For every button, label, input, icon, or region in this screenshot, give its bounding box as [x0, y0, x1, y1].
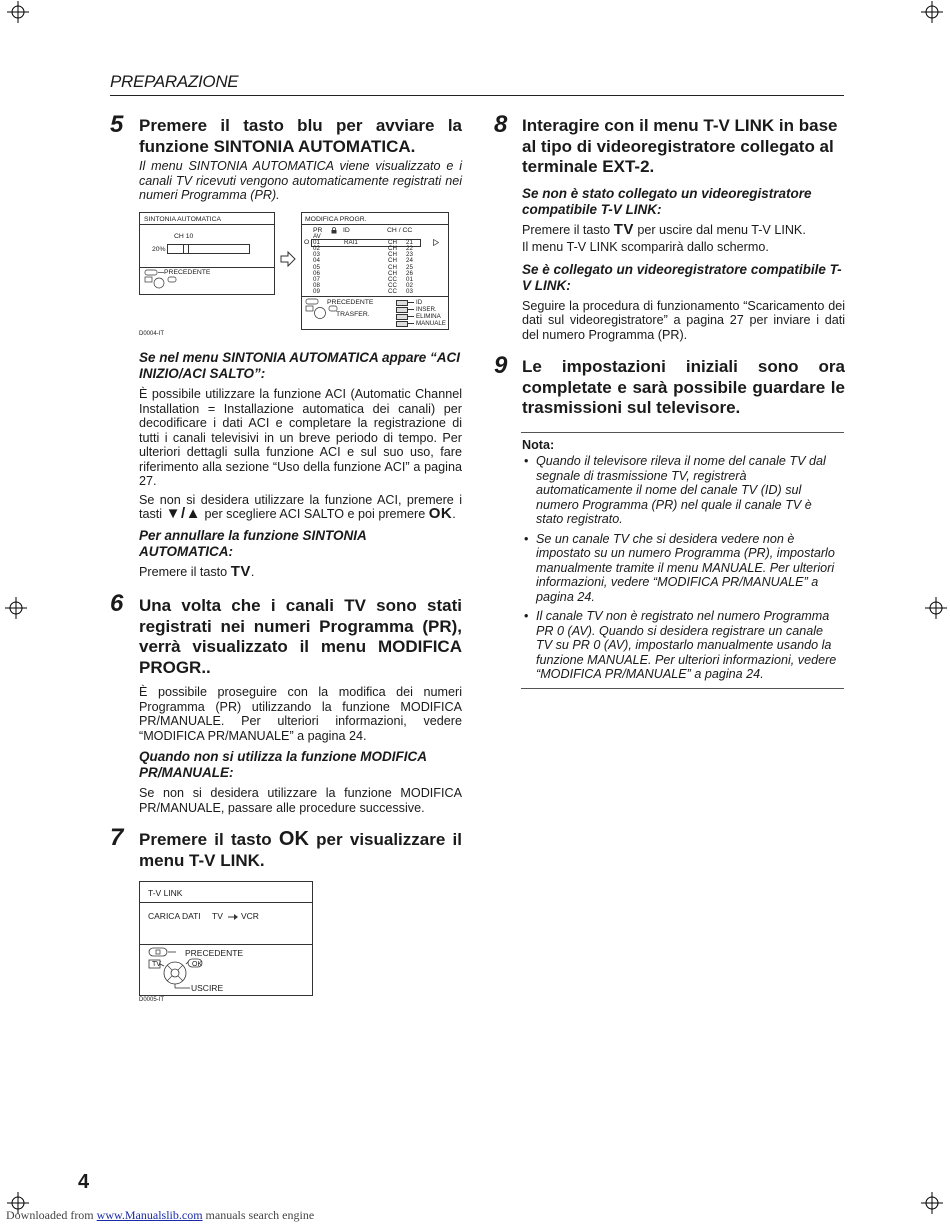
program-cell-ch: CH [388, 239, 397, 247]
crop-mark-icon [921, 1, 943, 23]
program-cell-n: 25 [406, 263, 413, 271]
program-cell-ch: CC [388, 281, 397, 289]
paragraph: È possibile proseguire con la modifica dei numeri Programma (PR) utilizzando la funzione MODIFICA PR/MANUALE. Per ulteriori informazioni, vedere “MODIFICA PR/MANUALE” a pagina 24. [139, 685, 462, 743]
step-number: 5 [110, 111, 124, 138]
screen-title: MODIFICA PROGR. [305, 216, 367, 223]
note-title: Nota: [522, 438, 555, 452]
note-item: • Se un canale TV che si desidera vedere non è impostato su un numero Programma (PR), impostarlo manualmente tramite il menu MANUALE. Per ulteriori informazioni, vedere “MODIFICA PR/MANUALE” a pagina 24. [536, 532, 840, 605]
figure-code: D0005-IT [139, 997, 165, 1003]
transfer-label: TRASFER. [336, 311, 370, 318]
subheading: Quando non si utilizza la funzione MODIFICA PR/MANUALE: [139, 749, 427, 780]
program-edit-screen [301, 212, 449, 330]
step-number: 6 [110, 590, 124, 617]
program-cell-n: 26 [406, 269, 413, 277]
divider [140, 224, 274, 225]
auto-tuning-screen [139, 212, 275, 295]
paragraph: Se non si desidera utilizzare la funzione ACI, premere i tasti ▼/▲ per scegliere ACI SALTO e poi premere OK. [139, 492, 462, 522]
section-header: PREPARAZIONE [110, 72, 239, 91]
subheading: Se è collegato un videoregistratore compatibile T-V LINK: [522, 261, 842, 293]
program-cell-ch: CH [388, 263, 397, 271]
tv-key: TV [613, 220, 634, 238]
step-number: 9 [494, 352, 508, 379]
program-cell-pr: 04 [313, 257, 320, 265]
program-cell-pr: 03 [313, 251, 320, 259]
ok-key: OK [278, 828, 309, 850]
color-key-swatch [396, 307, 408, 313]
channel-label: CH 10 [174, 233, 194, 240]
step-9 [522, 357, 845, 419]
program-cell-n: 22 [406, 245, 413, 253]
progress-percent: 20% [152, 246, 166, 253]
tv-link-screen [139, 881, 313, 996]
paragraph: Premere il tasto TV per uscire dal menu T-V LINK. [522, 220, 806, 238]
page-number: 4 [78, 1171, 90, 1193]
screen-title: T-V LINK [148, 888, 183, 898]
note-top-rule [521, 432, 844, 433]
subheading: Se non è stato collegato un videoregistratore compatibile T-V LINK: [522, 185, 812, 217]
crop-mark-icon [925, 597, 947, 619]
exit-label: USCIRE [191, 983, 224, 993]
subheading: Se nel menu SINTONIA AUTOMATICA appare “ACI INIZIO/ACI SALTO”: [139, 350, 461, 381]
note-bottom-rule [521, 688, 844, 689]
leader-line [407, 302, 414, 303]
previous-label: PRECEDENTE [185, 948, 244, 958]
color-key-swatch [396, 314, 408, 320]
program-cell-pr: 06 [313, 269, 320, 277]
program-cell-n: 01 [406, 275, 413, 283]
program-cell-n: 21 [406, 239, 413, 247]
program-cell-pr: 09 [313, 287, 320, 295]
progress-bar [167, 244, 250, 254]
play-arrow-icon [433, 239, 439, 246]
previous-label: PRECEDENTE [327, 299, 374, 306]
program-cell-pr: 05 [313, 263, 320, 271]
program-cell-pr: 08 [313, 281, 320, 289]
leader-line [407, 309, 414, 310]
crop-mark-icon [5, 597, 27, 619]
program-cell-pr: 01 [313, 239, 320, 247]
note-list [522, 454, 840, 682]
divider [302, 296, 448, 297]
program-cell-ch: CC [388, 275, 397, 283]
program-cell-pr: 07 [313, 275, 320, 283]
progress-marker [183, 245, 189, 253]
divider [140, 944, 312, 945]
crop-mark-icon [7, 1, 29, 23]
step-body: Il menu SINTONIA AUTOMATICA viene visualizzato e i canali TV ricevuti vengono automaticamente registrati nei numeri Programma (PR). [139, 159, 462, 202]
legend-label: INSER. [416, 306, 437, 313]
figure-code: D0004-IT [139, 331, 165, 337]
step-number: 8 [494, 111, 508, 138]
header-rule [110, 95, 844, 96]
arrow-right-icon [227, 913, 239, 921]
note-item: • Il canale TV non è registrato nel numero Programma PR 0 (AV). Quando si desidera registrare un canale TV su PR 0 (AV), impostarlo manualmente usando la funzione MANUALE. Per ulteriori informazioni, vedere “MODIFICA PR/MANUALE” a pagina 24. [536, 609, 840, 682]
program-cell-n: 24 [406, 257, 413, 265]
step-heading: Una volta che i canali TV sono stati registrati nei numeri Programma (PR), verrà visualizzato il menu MODIFICA PROGR.. [139, 596, 462, 677]
program-cell-n: 23 [406, 251, 413, 259]
vcr-label: VCR [241, 911, 259, 921]
step-number: 7 [110, 824, 124, 851]
ok-key: OK [428, 505, 453, 522]
program-cell-ch: CH [388, 245, 397, 253]
program-cell-n: 03 [406, 287, 413, 295]
ok-button: OK [192, 961, 203, 968]
footer: Downloaded from www.Manualslib.com manuals search engine [6, 1208, 315, 1222]
crop-mark-icon [921, 1192, 943, 1214]
tv-label: TV [212, 911, 223, 921]
step-7 [139, 829, 462, 871]
column-header: ID [343, 227, 350, 234]
paragraph: Se non si desidera utilizzare la funzione MODIFICA PR/MANUALE, passare alle procedure successive. [139, 786, 462, 815]
program-cell-pr: 02 [313, 245, 320, 253]
arrow-right-icon [280, 251, 296, 267]
color-key-swatch [396, 300, 408, 306]
step-8 [522, 116, 845, 346]
legend-label: MANUALE [416, 320, 446, 327]
column-header: PR [313, 227, 323, 234]
program-cell-ch: CH [388, 251, 397, 259]
step-heading: Premere il tasto OK per visualizzare il menu T-V LINK. [139, 828, 463, 870]
lock-icon [331, 227, 337, 234]
color-key-swatch [396, 321, 408, 327]
column-header: CH / CC [387, 227, 413, 234]
program-cell-ch: CH [388, 269, 397, 277]
program-cell-ch: CH [388, 257, 397, 265]
divider [140, 902, 312, 903]
note-box [522, 438, 840, 687]
divider [302, 224, 448, 225]
screen-title: SINTONIA AUTOMATICA [144, 216, 222, 223]
legend-label: ELIMINA [416, 313, 441, 320]
step-5 [139, 116, 462, 207]
tv-key: TV [230, 562, 251, 580]
row-highlight [311, 239, 421, 247]
paragraph: Premere il tasto TV. [139, 562, 255, 580]
program-cell-id: RAI1 [344, 239, 358, 247]
leader-line [407, 316, 414, 317]
program-cell-n: 02 [406, 281, 413, 289]
step-heading: Interagire con il menu T-V LINK in base al tipo di videoregistratore collegato al terminale EXT-2. [522, 116, 838, 176]
legend-label: ID [416, 299, 423, 306]
aci-section [139, 350, 462, 583]
program-cell-pr: AV [313, 233, 321, 240]
load-data-label: CARICA DATI [148, 911, 201, 921]
step-6 [139, 596, 462, 819]
previous-label: PRECEDENTE [164, 269, 211, 276]
arrow-keys: ▼/▲ [165, 505, 201, 522]
paragraph: Il menu T-V LINK scomparirà dallo schermo. [522, 240, 769, 254]
leader-line [407, 323, 414, 324]
subheading: Per annullare la funzione SINTONIA AUTOMATICA: [139, 527, 367, 559]
step-heading: Premere il tasto blu per avviare la funzione SINTONIA AUTOMATICA. [139, 116, 462, 156]
manualslib-link[interactable]: www.Manualslib.com [96, 1208, 203, 1222]
paragraph: Seguire la procedura di funzionamento “Scaricamento dei dati sul videoregistratore” a pagina 27 per inviare i dati del numero Programma (PR). [522, 298, 845, 342]
row-cursor: O [304, 239, 310, 246]
paragraph: È possibile utilizzare la funzione ACI (Automatic Channel Installation = Installazione automatica dei canali) per decodificare i dati ACI e completare la registrazione di tutti i canali televisivi in un breve periodo di tempo. Per ulteriori dettagli sulla funzione ACI e sul suo uso, fare riferimento alla sezione “Uso della funzione ACI” a pagina 27. [139, 387, 462, 488]
program-cell-ch: CC [388, 287, 397, 295]
step-heading: Le impostazioni iniziali sono ora completate e sarà possibile guardare le trasmissioni sul televisore. [522, 357, 845, 417]
note-item: • Quando il televisore rileva il nome del canale TV dal segnale di trasmissione TV, registrerà automaticamente il nome del canale TV (ID) sul numero Programma (PR) nel quale il canale TV è stato registrato. [536, 454, 840, 527]
tv-button: TV [152, 961, 161, 968]
divider [140, 267, 274, 268]
